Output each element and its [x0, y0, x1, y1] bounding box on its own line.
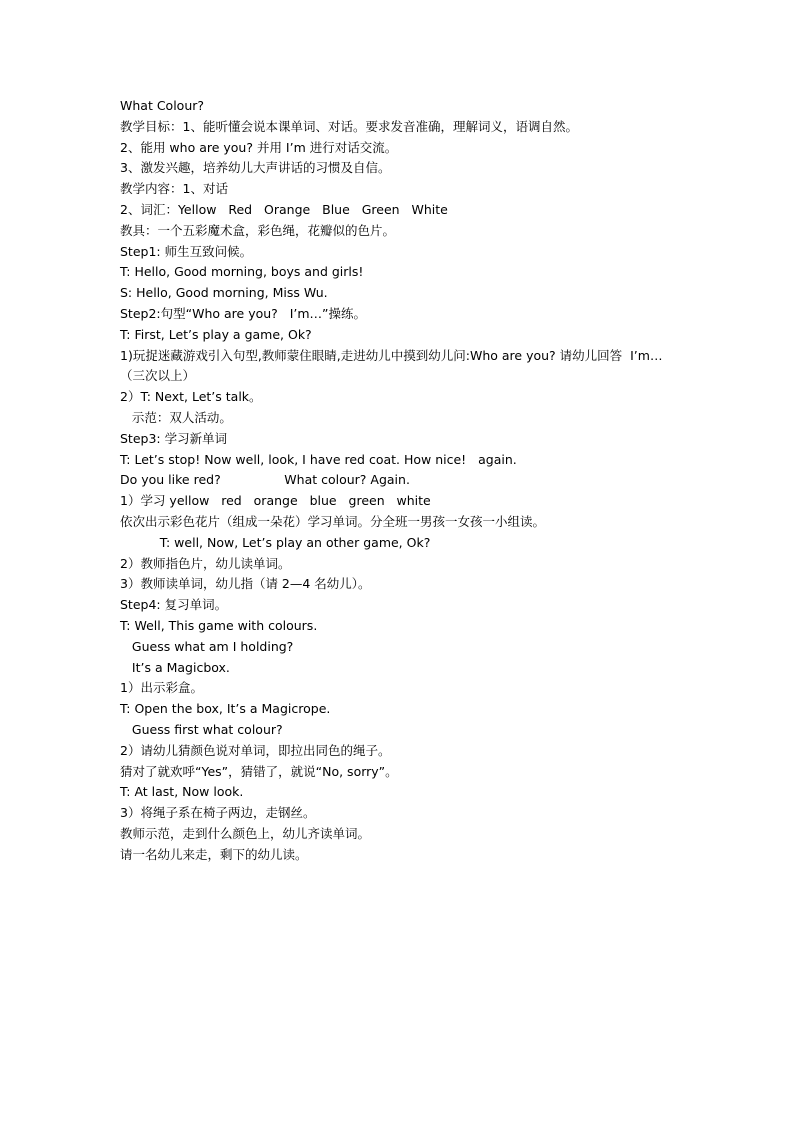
- text-line: T: At last, Now look.: [120, 784, 244, 800]
- text-line: 猜对了就欢呼“Yes”，猜错了，就说“No, sorry”。: [120, 763, 398, 779]
- text-line: Guess first what colour?: [120, 721, 283, 737]
- text-line: Do you like red? What colour? Again.: [120, 472, 410, 488]
- text-line: T: well, Now, Let’s play an other game, Ok?: [120, 534, 431, 550]
- text-line: 3）教师读单词，幼儿指（请 2—4 名幼儿）。: [120, 576, 371, 592]
- text-line: 3、激发兴趣，培养幼儿大声讲话的习惯及自信。: [120, 160, 391, 176]
- text-line: T: First, Let’s play a game, Ok?: [120, 326, 312, 342]
- text-line: 教师示范，走到什么颜色上，幼儿齐读单词。: [120, 825, 371, 841]
- step-heading: Step3: 学习新单词: [120, 430, 228, 446]
- text-line: 教学内容：1、对话: [120, 181, 228, 197]
- text-line: T: Let’s stop! Now well, look, I have red coat. How nice! again.: [120, 451, 517, 467]
- text-line: 依次出示彩色花片（组成一朵花）学习单词。分全班一男孩一女孩一小组读。: [120, 513, 546, 529]
- text-line: 1）出示彩盒。: [120, 680, 203, 696]
- text-line: Guess what am I holding?: [120, 638, 294, 654]
- step-heading: Step4: 复习单词。: [120, 597, 228, 613]
- text-line: 教具：一个五彩魔术盒，彩色绳，花瓣似的色片。: [120, 222, 396, 238]
- text-line: 2）教师指色片，幼儿读单词。: [120, 555, 291, 571]
- text-line: 示范：双人活动。: [120, 409, 232, 425]
- text-line: 请一名幼儿来走，剩下的幼儿读。: [120, 846, 308, 862]
- text-paragraph: 1)玩捉迷藏游戏引入句型,教师蒙住眼睛,走进幼儿中摸到幼儿问:Who are you? 请幼儿回答 I’m… （三次以上）: [120, 347, 667, 384]
- document-title: What Colour?: [120, 98, 205, 113]
- text-line: 1）学习 yellow red orange blue green white: [120, 493, 431, 509]
- text-line: It’s a Magicbox.: [120, 659, 230, 675]
- text-line: T: Open the box, It’s a Magicrope.: [120, 701, 331, 717]
- document-body: [120, 96, 680, 865]
- text-line: 教学目标：1、能听懂会说本课单词、对话。要求发音准确，理解词义，语调自然。: [120, 118, 578, 134]
- step-heading: Step1: 师生互致问候。: [120, 243, 253, 259]
- text-line: T: Well, This game with colours.: [120, 617, 318, 633]
- step-heading: Step2:句型“Who are you? I’m…”操练。: [120, 305, 367, 321]
- text-line: 2）请幼儿猜颜色说对单词，即拉出同色的绳子。: [120, 742, 391, 758]
- text-line: 3）将绳子系在椅子两边，走钢丝。: [120, 805, 316, 821]
- text-line: S: Hello, Good morning, Miss Wu.: [120, 285, 328, 301]
- text-line: 2、词汇：Yellow Red Orange Blue Green White: [120, 201, 448, 217]
- text-line: T: Hello, Good morning, boys and girls!: [120, 264, 364, 280]
- text-line: 2）T: Next, Let’s talk。: [120, 389, 262, 405]
- text-line: 2、能用 who are you? 并用 I’m 进行对话交流。: [120, 139, 398, 155]
